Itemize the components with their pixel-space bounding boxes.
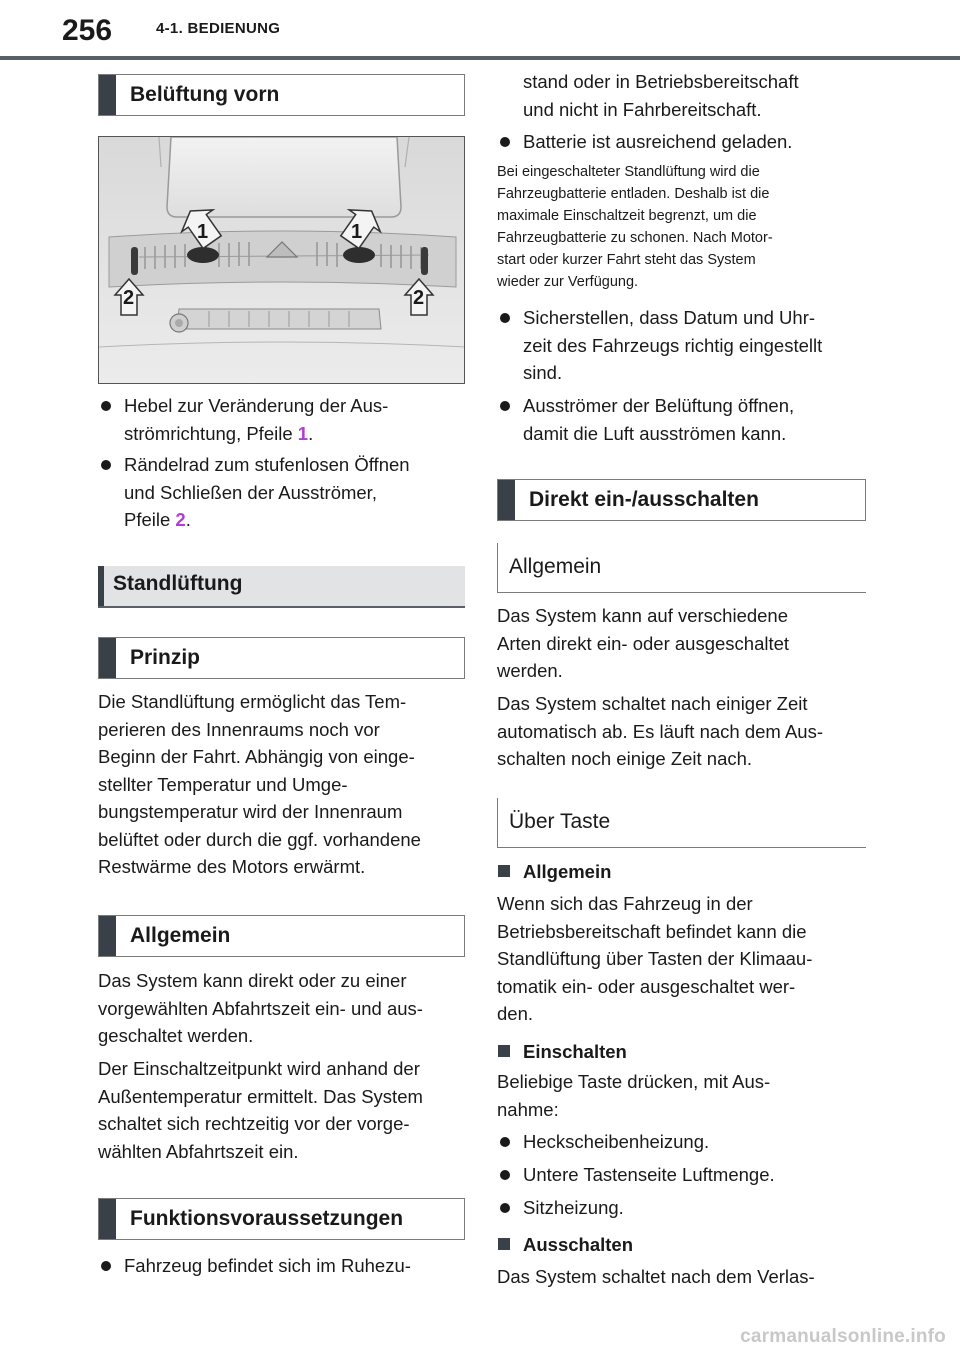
section-marker <box>498 480 515 520</box>
dashboard-vents-figure <box>98 136 465 384</box>
text-line: perieren des Innenraums noch vor <box>98 718 380 740</box>
bullet-line <box>124 420 465 448</box>
bullet-dot <box>500 137 510 147</box>
arrow-ref-2: 2 <box>175 509 186 530</box>
bullet-sitzheizung <box>497 1194 866 1222</box>
subsection-title: Allgemein <box>509 555 602 578</box>
bullet-fahrzeug-ruhezustand <box>98 1252 465 1280</box>
section-title: Belüftung vorn <box>130 83 280 106</box>
continued-bullet-text <box>523 68 866 123</box>
uber-taste-allgemein-paragraph <box>497 890 866 1028</box>
bullet-dot <box>101 1261 111 1271</box>
bullet-line: und Schließen der Ausströmer, <box>124 481 377 503</box>
callout-1-right: 1 <box>351 221 363 243</box>
direkt-paragraph-2 <box>497 690 866 773</box>
bullet-datum-uhrzeit <box>497 304 866 387</box>
text-line: Betriebsbereitschaft befindet kann die <box>497 920 807 942</box>
bullet-batterie <box>497 128 866 156</box>
bullet-hebel <box>98 392 465 447</box>
einschalten-paragraph <box>497 1068 866 1123</box>
text-line: Standlüftung über Tasten der Klimaau- <box>497 948 813 969</box>
bullet-dot <box>500 1203 510 1213</box>
text-line: automatisch ab. Es läuft nach dem Aus- <box>497 720 823 742</box>
section-header-prinzip <box>98 637 465 679</box>
bullet-line: damit die Luft ausströmen kann. <box>523 422 787 444</box>
bullet-randelrad <box>98 451 465 534</box>
bullet-line: Sitzheizung. <box>523 1197 624 1218</box>
bullet-line: Fahrzeug befindet sich im Ruhezu- <box>124 1255 411 1276</box>
bullet-tail: . <box>308 422 314 444</box>
bullet-line <box>124 506 465 534</box>
allgemein-paragraph-2 <box>98 1055 465 1165</box>
callout-1-left: 1 <box>197 221 209 243</box>
text-line: belüftet oder durch die ggf. vorhandene <box>98 828 421 850</box>
prinzip-paragraph <box>98 688 465 881</box>
bullet-line: zeit des Fahrzeugs richtig eingestellt <box>523 334 823 356</box>
bullet-line: Untere Tastenseite Luftmenge. <box>523 1164 775 1185</box>
chapter-title: 4-1. BEDIENUNG <box>156 20 281 37</box>
text-line: Das System schaltet nach dem Verlas- <box>497 1266 815 1287</box>
section-header-beluftung-vorn <box>98 74 465 116</box>
bullet-dot <box>500 1137 510 1147</box>
text-line: wieder zur Verfügung. <box>497 274 639 290</box>
text-line: Das System kann auf verschiedene <box>497 605 789 626</box>
section-title: Standlüftung <box>113 572 243 595</box>
heading-square-marker <box>498 865 510 877</box>
text-line: den. <box>497 1003 534 1024</box>
text-line: start oder kurzer Fahrt steht das System <box>497 252 756 268</box>
text-line: schalten noch einige Zeit nach. <box>497 748 753 769</box>
bullet-dot <box>101 460 111 470</box>
heading-ausschalten <box>497 1231 866 1259</box>
text-line: Beliebige Taste drücken, mit Aus- <box>497 1071 771 1092</box>
header-rule <box>0 56 960 60</box>
direkt-paragraph-1 <box>497 602 866 685</box>
ausschalten-paragraph <box>497 1263 866 1291</box>
section-title: Funktionsvoraussetzungen <box>130 1207 404 1230</box>
section-title: Allgemein <box>130 924 231 947</box>
text-line: stellter Temperatur und Umge- <box>98 773 348 795</box>
section-marker <box>99 75 116 115</box>
text-line: Wenn sich das Fahrzeug in der <box>497 893 753 914</box>
text-line: maximale Einschaltzeit begrenzt, um die <box>497 208 757 224</box>
bullet-heckscheibenheizung <box>497 1128 866 1156</box>
heading-text: Allgemein <box>523 861 612 882</box>
section-header-standluftung <box>98 566 465 608</box>
section-marker <box>98 566 104 606</box>
arrow-ref-1: 1 <box>297 422 309 444</box>
bullet-line: Ausströmer der Belüftung öffnen, <box>523 395 795 416</box>
text-line: Fahrzeugbatterie zu schonen. Nach Motor- <box>497 230 773 246</box>
section-marker <box>99 1199 116 1239</box>
text-line: Die Standlüftung ermöglicht das Tem- <box>98 691 407 712</box>
text-line: Der Einschaltzeitpunkt wird anhand der <box>98 1058 420 1079</box>
heading-square-marker <box>498 1238 510 1250</box>
bullet-text: Pfeile <box>124 509 176 530</box>
bullet-dot <box>500 313 510 323</box>
text-line: nahme: <box>497 1098 559 1120</box>
bullet-line: Rändelrad zum stufenlosen Öffnen <box>124 454 410 475</box>
bullet-line: Batterie ist ausreichend geladen. <box>523 131 793 152</box>
heading-einschalten <box>497 1038 866 1066</box>
bullet-line: Heckscheibenheizung. <box>523 1131 710 1152</box>
text-line: Das System kann direkt oder zu einer <box>98 970 407 991</box>
dashboard-vents-illustration <box>99 137 465 384</box>
heading-text: Einschalten <box>523 1041 627 1062</box>
text-line: tomatik ein- oder ausgeschaltet wer- <box>497 975 796 997</box>
bullet-line: Hebel zur Veränderung der Aus- <box>124 395 389 416</box>
text-line: geschaltet werden. <box>98 1025 254 1046</box>
text-line: Beginn der Fahrt. Abhängig von einge- <box>98 746 415 767</box>
text-line: wählten Abfahrtszeit ein. <box>98 1140 299 1162</box>
battery-note <box>497 161 866 293</box>
subsection-header-allgemein <box>497 543 866 593</box>
section-header-allgemein <box>98 915 465 957</box>
subsection-title: Über Taste <box>509 810 611 833</box>
bullet-line: Sicherstellen, dass Datum und Uhr- <box>523 307 816 328</box>
watermark: carmanualsonline.info <box>740 1326 946 1347</box>
text-line: Außentemperatur ermittelt. Das System <box>98 1085 423 1107</box>
allgemein-paragraph-1 <box>98 967 465 1050</box>
text-line: werden. <box>497 660 563 681</box>
section-marker <box>99 916 116 956</box>
text-line: Arten direkt ein- oder ausgeschaltet <box>497 632 790 654</box>
callout-2-left: 2 <box>123 287 135 309</box>
text-line: Fahrzeugbatterie entladen. Deshalb ist die <box>497 186 770 202</box>
bullet-tail: . <box>185 509 191 530</box>
text-line: vorgewählten Abfahrtszeit ein- und aus- <box>98 997 423 1019</box>
heading-text: Ausschalten <box>523 1234 634 1255</box>
bullet-text: strömrichtung, Pfeile <box>124 422 298 444</box>
heading-square-marker <box>498 1045 510 1057</box>
bullet-dot <box>101 401 111 411</box>
heading-allgemein <box>497 858 866 886</box>
bullet-luftmenge <box>497 1161 866 1189</box>
section-header-funktionsvoraussetzungen <box>98 1198 465 1240</box>
text-line: Restwärme des Motors erwärmt. <box>98 856 366 877</box>
text-line: stand oder in Betriebsbereitschaft <box>523 71 799 92</box>
subsection-header-uber-taste <box>497 798 866 848</box>
text-line: Bei eingeschalteter Standlüftung wird die <box>497 164 760 180</box>
section-title: Direkt ein-/ausschalten <box>529 488 759 511</box>
text-line: Das System schaltet nach einiger Zeit <box>497 693 808 714</box>
text-line: und nicht in Fahrbereitschaft. <box>523 98 762 120</box>
section-marker <box>99 638 116 678</box>
bullet-ausstromer <box>497 392 866 447</box>
bullet-line: sind. <box>523 362 563 383</box>
text-line: schaltet sich rechtzeitig vor der vorge- <box>98 1113 410 1134</box>
section-header-direkt <box>497 479 866 521</box>
text-line: bungstemperatur wird der Innenraum <box>98 801 403 822</box>
section-title: Prinzip <box>130 646 201 669</box>
page-number: 256 <box>62 14 113 47</box>
bullet-dot <box>500 401 510 411</box>
callout-2-right: 2 <box>413 287 425 309</box>
bullet-dot <box>500 1170 510 1180</box>
